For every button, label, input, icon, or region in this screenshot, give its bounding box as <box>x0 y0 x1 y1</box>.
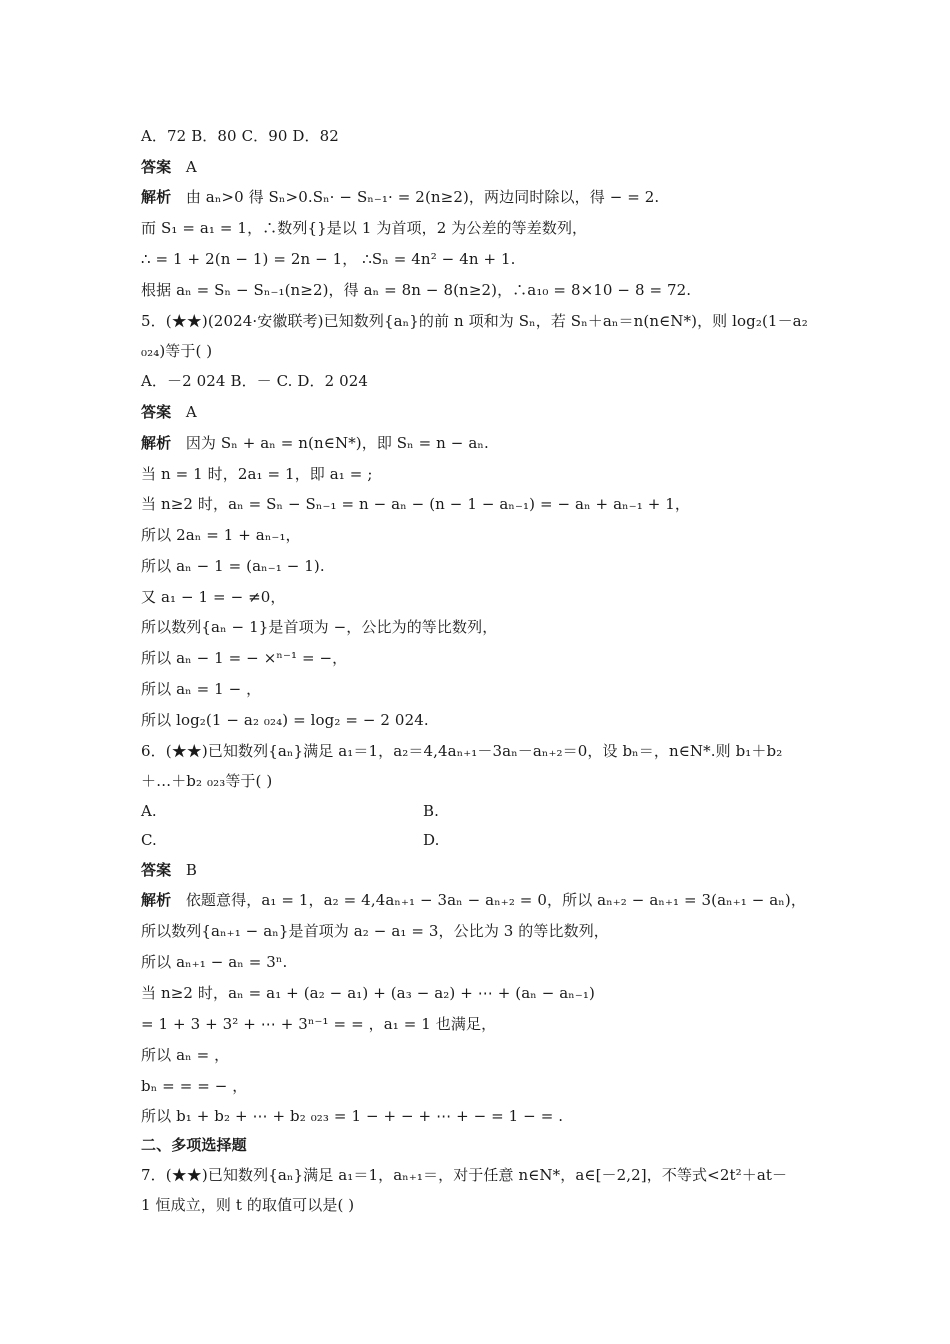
q6-stem-line-2: ＋…＋b₂ ₀₂₃等于( ) <box>141 772 273 790</box>
q7-stem-line-1: 7．(★★)已知数列{aₙ}满足 a₁＝1，aₙ₊₁＝，对于任意 n∈N*，a∈[－2,2]，不等式<2t²＋at－ <box>141 1166 788 1184</box>
option-c: C. <box>141 831 157 849</box>
q7-stem-line-2: 1 恒成立，则 t 的取值可以是( ) <box>141 1196 355 1214</box>
section-heading: 二、多项选择题 <box>141 1136 247 1154</box>
q6-analysis-line-8: 所以 b₁ + b₂ + ⋯ + b₂ ₀₂₃ = 1 − + − + ⋯ + − = 1 − = . <box>141 1107 564 1125</box>
q5-analysis-line-8: 所以 aₙ − 1 = − ×ⁿ⁻¹ = −， <box>141 649 348 667</box>
q5-analysis-line-7: 所以数列{aₙ − 1}是首项为 −，公比为的等比数列， <box>141 618 498 636</box>
q5-analysis-line-1: 解析 因为 Sₙ + aₙ = n(n∈N*)，即 Sₙ = n − aₙ. <box>141 434 489 452</box>
q5-analysis-line-4: 所以 2aₙ = 1 + aₙ₋₁， <box>141 526 301 544</box>
q4-analysis-line-3: ∴ = 1 + 2(n − 1) = 2n − 1， ∴Sₙ = 4n² − 4n + 1. <box>141 250 516 268</box>
q5-analysis-line-3: 当 n≥2 时，aₙ = Sₙ − Sₙ₋₁ = n − aₙ − (n − 1 − aₙ₋₁) = − aₙ + aₙ₋₁ + 1， <box>141 495 690 513</box>
q6-options-row-1 <box>141 801 821 821</box>
analysis-label: 解析 <box>141 891 172 909</box>
q4-analysis-line-1: 解析 由 aₙ>0 得 Sₙ>0.Sₙ· − Sₙ₋₁· = 2(n≥2)，两边同时除以，得 − = 2. <box>141 188 660 206</box>
q6-analysis-line-3: 所以 aₙ₊₁ − aₙ = 3ⁿ. <box>141 953 288 971</box>
q5-analysis-line-2: 当 n = 1 时，2a₁ = 1，即 a₁ = ; <box>141 465 373 483</box>
q4-answer: 答案 A <box>141 158 197 176</box>
q6-answer: 答案 B <box>141 861 197 879</box>
q4-options: A．72 B．80 C．90 D．82 <box>141 127 339 145</box>
q5-stem-line-1: 5．(★★)(2024·安徽联考)已知数列{aₙ}的前 n 项和为 Sₙ，若 Sₙ＋aₙ＝n(n∈N*)，则 log₂(1－a₂ <box>141 312 808 330</box>
answer-label: 答案 <box>141 861 172 879</box>
q5-analysis-line-5: 所以 aₙ − 1 = (aₙ₋₁ − 1). <box>141 557 325 575</box>
q4-analysis-line-4: 根据 aₙ = Sₙ − Sₙ₋₁(n≥2)，得 aₙ = 8n − 8(n≥2)，∴a₁₀ = 8×10 − 8 = 72. <box>141 281 692 299</box>
q5-analysis-line-10: 所以 log₂(1 − a₂ ₀₂₄) = log₂ = − 2 024. <box>141 711 429 729</box>
q5-stem-line-2: ₀₂₄)等于( ) <box>141 342 213 360</box>
q5-options: A．－2 024 B．－ C. D．2 024 <box>141 372 369 390</box>
q6-analysis-line-5: = 1 + 3 + 3² + ⋯ + 3ⁿ⁻¹ = = ，a₁ = 1 也满足， <box>141 1015 497 1033</box>
analysis-label: 解析 <box>141 434 172 452</box>
answer-label: 答案 <box>141 158 172 176</box>
option-a: A. <box>141 802 157 820</box>
option-b: B. <box>423 802 439 820</box>
answer-label: 答案 <box>141 403 172 421</box>
q6-stem-line-1: 6．(★★)已知数列{aₙ}满足 a₁＝1，a₂＝4,4aₙ₊₁－3aₙ－aₙ₊₂＝0，设 bₙ＝，n∈N*.则 b₁＋b₂ <box>141 742 783 760</box>
q6-analysis-line-6: 所以 aₙ = ， <box>141 1046 230 1064</box>
q6-analysis-line-4: 当 n≥2 时，aₙ = a₁ + (a₂ − a₁) + (a₃ − a₂) + ⋯ + (aₙ − aₙ₋₁) <box>141 984 595 1002</box>
option-d: D. <box>423 831 440 849</box>
analysis-label: 解析 <box>141 188 172 206</box>
q6-options-row-2 <box>141 830 821 850</box>
q5-analysis-line-9: 所以 aₙ = 1 − ， <box>141 680 262 698</box>
q6-analysis-line-1: 解析 依题意得，a₁ = 1，a₂ = 4,4aₙ₊₁ − 3aₙ − aₙ₊₂ = 0，所以 aₙ₊₂ − aₙ₊₁ = 3(aₙ₊₁ − aₙ)， <box>141 891 806 909</box>
q6-analysis-line-2: 所以数列{aₙ₊₁ − aₙ}是首项为 a₂ − a₁ = 3，公比为 3 的等比数列， <box>141 922 609 940</box>
q6-analysis-line-7: bₙ = = = − ， <box>141 1077 248 1095</box>
q5-analysis-line-6: 又 a₁ − 1 = − ≠0， <box>141 588 286 606</box>
q5-answer: 答案 A <box>141 403 197 421</box>
q4-analysis-line-2: 而 S₁ = a₁ = 1，∴数列{}是以 1 为首项，2 为公差的等差数列， <box>141 219 588 237</box>
